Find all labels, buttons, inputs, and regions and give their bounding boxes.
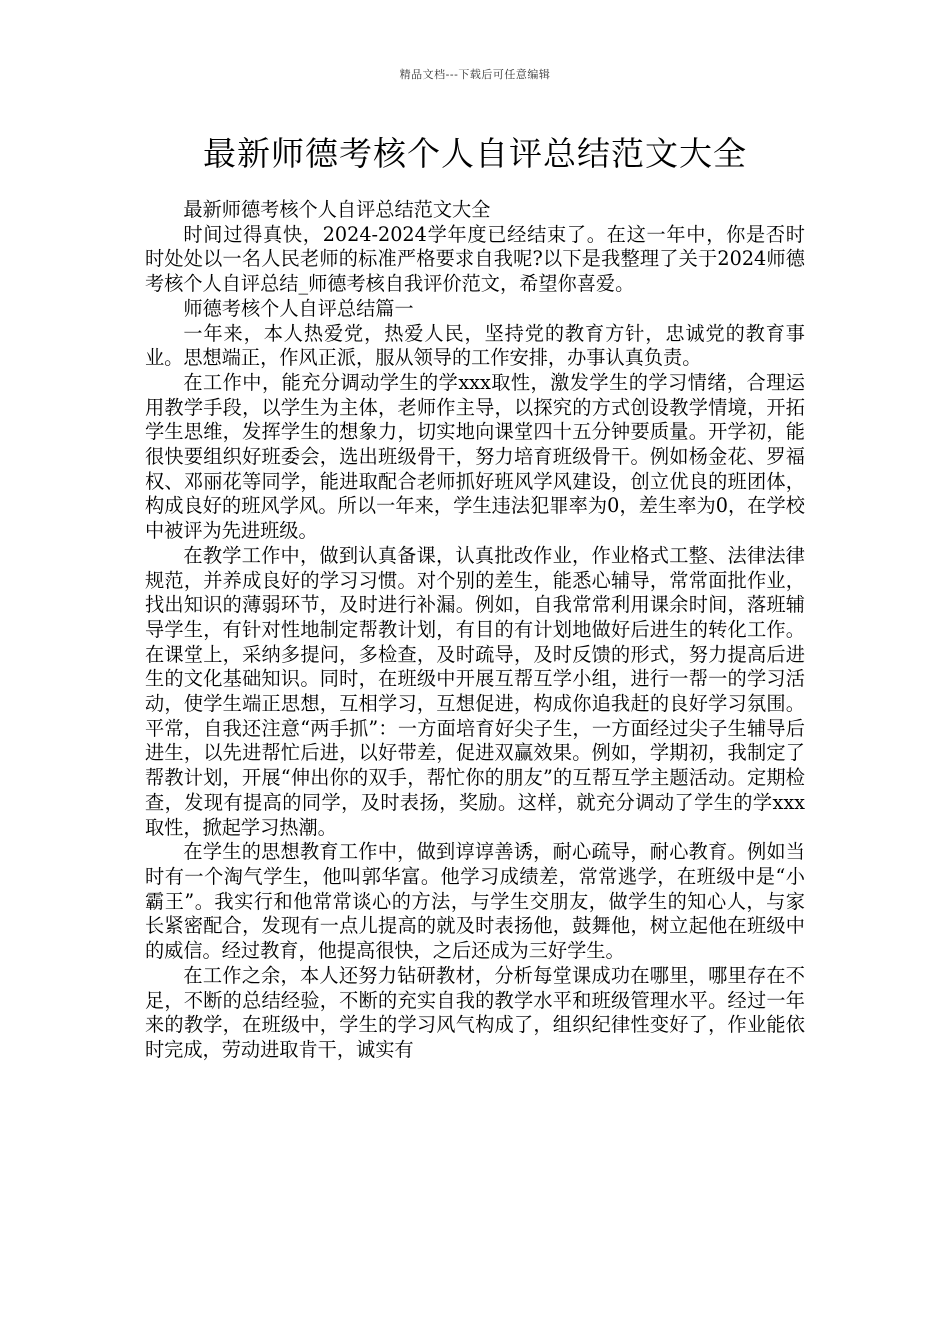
paragraph-subtitle: 最新师德考核个人自评总结范文大全 <box>183 198 491 221</box>
document-body <box>145 198 805 1063</box>
paragraph: 在学生的思想教育工作中，做到谆谆善诱，耐心疏导，耐心教育。例如当时有一个淘气学生，他叫郭华富。他学习成绩差，常常逃学，在班级中是“小霸王”。我实行和他常常谈心的方法，与学生交朋友，做学生的知心人，与家长紧密配合，发现有一点儿提高的就及时表扬他，鼓舞他，树立起他在班级中的威信。经过教育，他提高很快，之后还成为三好学生。 <box>145 840 805 963</box>
paragraph-intro: 时间过得真快，2024-2024学年度已经结束了。在这一年中，你是否时时处处以一名人民老师的标准严格要求自我呢?以下是我整理了关于2024师德考核个人自评总结_师德考核自我评价范文，希望你喜爱。 <box>145 222 805 296</box>
document-title: 最新师德考核个人自评总结范文大全 <box>203 134 747 173</box>
paragraph: 在工作中，能充分调动学生的学xxx取性，激发学生的学习情绪，合理运用教学手段，以学生为主体，老师作主导，以探究的方式创设教学情境，开拓学生思维，发挥学生的想象力，切实地向课堂四十五分钟要质量。开学初，能很快要组织好班委会，选出班级骨干，努力培育班级骨干。例如杨金花、罗福权、邓丽花等同学，能进取配合老师抓好班风学风建设，创立优良的班团体，构成良好的班风学风。所以一年来，学生违法犯罪率为0，差生率为0，在学校中被评为先进班级。 <box>145 370 805 543</box>
header-note: 精品文档---下载后可任意编辑 <box>399 68 551 81</box>
paragraph: 在教学工作中，做到认真备课，认真批改作业，作业格式工整、法律法律规范，并养成良好的学习习惯。对个别的差生，能悉心辅导，常常面批作业，找出知识的薄弱环节，及时进行补漏。例如，自我常常利用课余时间，落班辅导学生，有针对性地制定帮教计划，有目的有计划地做好后进生的转化工作。在课堂上，采纳多提问，多检查，及时疏导，及时反馈的形式，努力提高后进生的文化基础知识。同时，在班级中开展互帮互学小组，进行一帮一的学习活动，使学生端正思想，互相学习，互想促进，构成你追我赶的良好学习氛围。平常，自我还注意“两手抓”：一方面培育好尖子生，一方面经过尖子生辅导后进生，以先进帮忙后进，以好带差，促进双赢效果。例如，学期初，我制定了帮教计划，开展“伸出你的双手，帮忙你的朋友”的互帮互学主题活动。定期检查，发现有提高的同学，及时表扬，奖励。这样，就充分调动了学生的学xxx取性，掀起学习热潮。 <box>145 543 805 839</box>
paragraph: 在工作之余，本人还努力钻研教材，分析每堂课成功在哪里，哪里存在不足，不断的总结经验，不断的充实自我的教学水平和班级管理水平。经过一年来的教学，在班级中，学生的学习风气构成了，组织纪律性变好了，作业能依时完成，劳动进取肯干，诚实有 <box>145 963 805 1061</box>
paragraph: 一年来，本人热爱党，热爱人民，坚持党的教育方针，忠诚党的教育事业。思想端正，作风正派，服从领导的工作安排，办事认真负责。 <box>145 321 805 370</box>
section-heading: 师德考核个人自评总结篇一 <box>183 296 414 320</box>
